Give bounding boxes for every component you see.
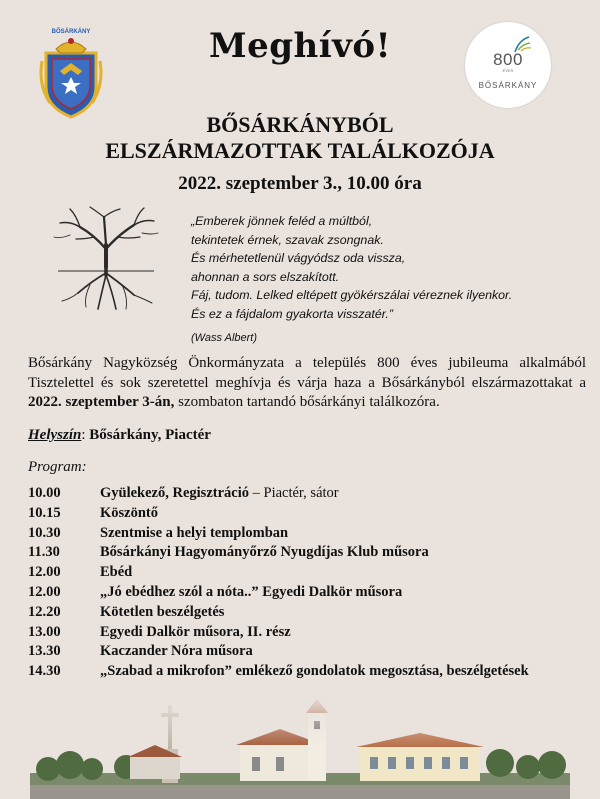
program-time: 12.20 xyxy=(28,603,61,620)
program-title: Gyülekező, Regisztráció xyxy=(100,485,249,501)
intro-date: 2022. szeptember 3-án, xyxy=(28,394,175,410)
location-value: Bősárkány, Piactér xyxy=(85,427,211,443)
quote-line-3: És mérhetetlenül vágyódsz oda vissza, xyxy=(191,251,406,265)
event-date: 2022. szeptember 3., 10.00 óra xyxy=(178,173,422,194)
event-heading xyxy=(0,112,600,164)
village-scene-image xyxy=(30,695,570,799)
program-title: „Jó ebédhez szól a nóta..” Egyedi Dalkör műsora xyxy=(100,583,403,600)
program-time: 10.00 xyxy=(28,485,61,501)
program-title: „Szabad a mikrofon” emlékező gondolatok megosztása, beszélgetések xyxy=(100,663,529,680)
program-item xyxy=(28,504,588,524)
program-time: 11.30 xyxy=(28,544,60,561)
program-title: Ebéd xyxy=(100,564,133,581)
location-label: Helyszín xyxy=(28,427,82,443)
intro-paragraph xyxy=(28,354,586,413)
program-item xyxy=(28,603,588,623)
program-item xyxy=(28,623,588,643)
program-title: Bősárkányi Hagyományőrző Nyugdíjas Klub műsora xyxy=(100,544,429,561)
program-title: Köszöntő xyxy=(100,504,158,521)
quote-line-2: tekintetek érnek, szavak zsongnak. xyxy=(191,232,384,247)
quote xyxy=(191,212,512,348)
program-item xyxy=(28,583,588,603)
quote-author: (Wass Albert) xyxy=(191,332,258,344)
quote-line-5: Fáj, tudom. Lelked eltépett gyökérszálai véreznek ilyenkor. xyxy=(191,288,513,302)
program-item xyxy=(28,484,588,504)
intro-text-end: szombaton tartandó bősárkányi találkozóra. xyxy=(174,394,440,410)
heading-line-2: ELSZÁRMAZOTTAK TALÁLKOZÓJA xyxy=(105,138,495,163)
page-title: Meghívó! xyxy=(208,26,392,66)
program-title: Kaczander Nóra műsora xyxy=(100,643,253,660)
tree-icon xyxy=(50,205,162,313)
program-item xyxy=(28,563,588,583)
program-list xyxy=(28,484,588,682)
program-time: 10.15 xyxy=(28,504,61,521)
program-item xyxy=(28,662,588,682)
program-time: 12.00 xyxy=(28,564,61,581)
logo-number: 800 xyxy=(493,50,523,69)
program-title: Kötetlen beszélgetés xyxy=(100,603,225,620)
crest-text: BŐSÁRKÁNY xyxy=(51,29,91,35)
program-item xyxy=(28,642,588,662)
intro-text-start: Bősárkány Nagyközség Önkormányzata a település 800 éves jubileuma alkalmából Tisztelettel és sok szeretettel meghívja és várja haza a Bősárkányból elszármazottakat a xyxy=(28,355,586,391)
location-sep: : xyxy=(81,427,86,443)
program-time: 14.30 xyxy=(28,663,61,680)
program-item xyxy=(28,543,588,563)
location xyxy=(28,427,211,444)
heading-line-1: BŐSÁRKÁNYBÓL xyxy=(206,112,394,137)
quote-line-4: ahonnan a sors elszakított. xyxy=(191,269,340,284)
logo-name: BŐSÁRKÁNY xyxy=(478,81,538,90)
program-title: Egyedi Dalkör műsora, II. rész xyxy=(100,623,291,640)
logo-sub: ÉVES xyxy=(502,68,514,73)
program-time: 12.00 xyxy=(28,583,61,600)
program-time: 13.00 xyxy=(28,623,61,640)
program-time: 10.30 xyxy=(28,524,61,541)
anniversary-logo xyxy=(465,22,551,108)
program-extra: – Piactér, sátor xyxy=(249,485,339,501)
program-title: Szentmise a helyi templomban xyxy=(100,524,289,541)
quote-line-6: És ez a fájdalom gyakorta visszatér.” xyxy=(191,306,394,321)
program-time: 13.30 xyxy=(28,643,61,660)
program-item xyxy=(28,524,588,544)
program-label: Program: xyxy=(28,459,87,475)
quote-line-1: „Emberek jönnek feléd a múltból, xyxy=(191,214,373,228)
